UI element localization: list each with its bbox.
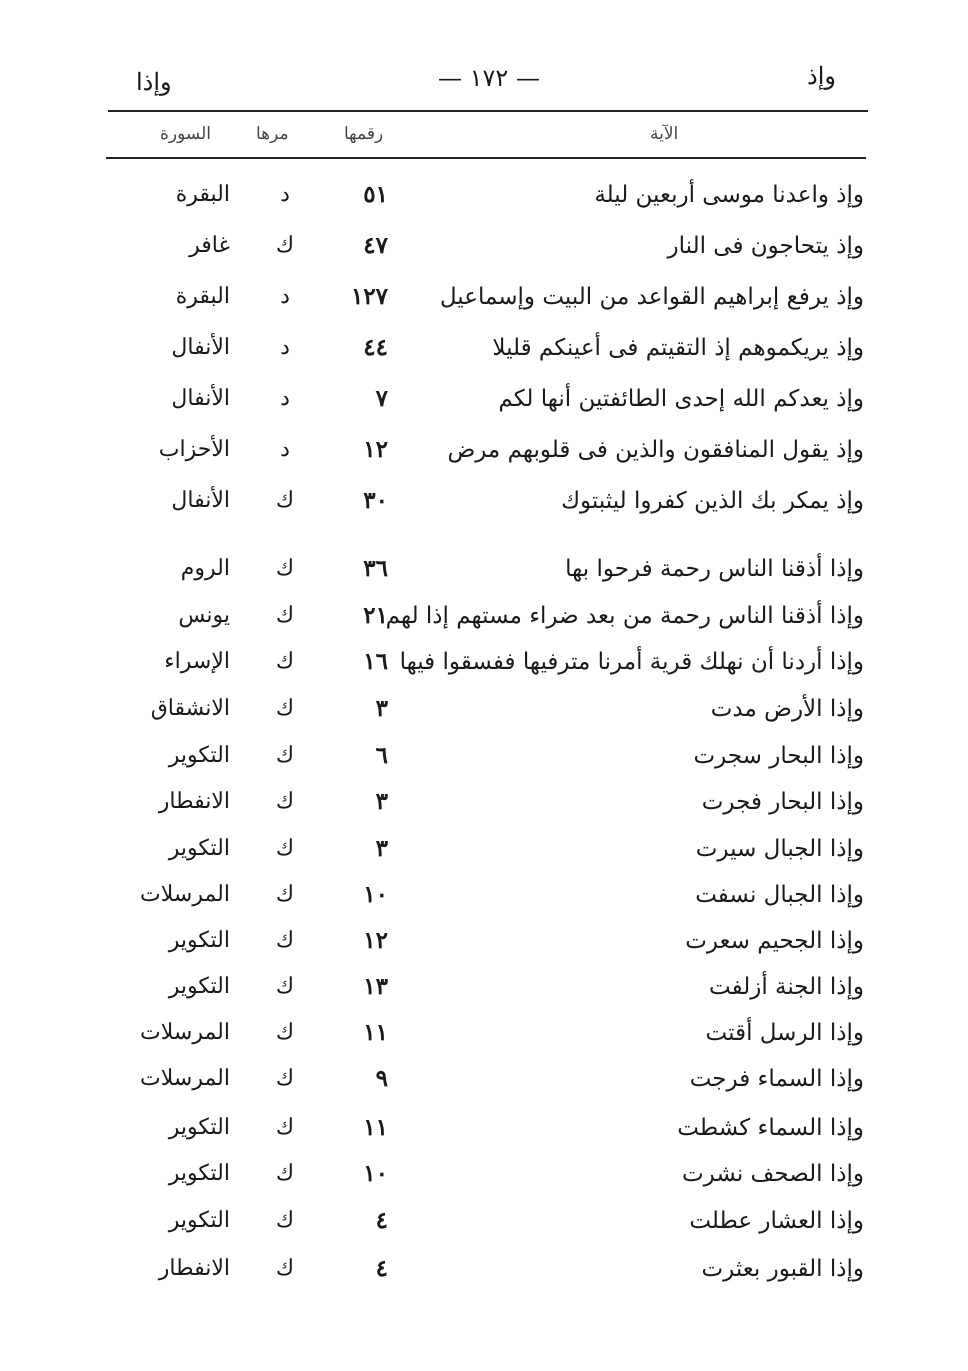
table-row — [0, 733, 968, 779]
aya-text: وإذا العشار عطلت — [689, 1208, 864, 1234]
sura-name: التكوير — [168, 974, 230, 999]
revelation-place: ك — [275, 743, 295, 768]
aya-number: ٣ — [375, 695, 388, 722]
aya-number: ٣٦ — [363, 555, 388, 582]
page-number: — ١٧٢ — — [438, 64, 540, 92]
sura-name: الانفطار — [158, 789, 230, 814]
table-row — [0, 427, 968, 473]
aya-text: وإذا الرسل أقتت — [705, 1020, 864, 1046]
aya-number: ١٢ — [363, 436, 388, 463]
table-row — [0, 593, 968, 639]
aya-text: وإذا البحار سجرت — [693, 743, 864, 769]
aya-text: وإذا الجحيم سعرت — [685, 928, 864, 954]
table-row — [0, 546, 968, 592]
running-head-right: وإذ — [807, 62, 836, 90]
sura-name: الأحزاب — [158, 437, 230, 462]
aya-number: ١١ — [363, 1019, 388, 1046]
aya-text: وإذ يمكر بك الذين كفروا ليثبتوك — [561, 488, 864, 514]
aya-text: وإذا أذقنا الناس رحمة من بعد ضراء مستهم إذا لهم — [385, 603, 864, 629]
aya-number: ٧ — [375, 385, 388, 412]
revelation-place: ك — [275, 974, 295, 999]
aya-number: ١٠ — [363, 881, 388, 908]
table-row — [0, 1198, 968, 1244]
sura-name: الإسراء — [164, 649, 230, 674]
revelation-place: ك — [275, 1208, 295, 1233]
revelation-place: د — [280, 437, 290, 462]
table-row — [0, 779, 968, 825]
column-header-number: رقمها — [344, 124, 384, 144]
sura-name: الأنفال — [171, 488, 230, 513]
sura-name: الأنفال — [171, 335, 230, 360]
column-header-sura: السورة — [160, 124, 211, 144]
aya-number: ١٢ — [363, 927, 388, 954]
revelation-place: د — [280, 182, 290, 207]
table-row — [0, 172, 968, 218]
revelation-place: ك — [275, 603, 295, 628]
aya-text: وإذ يريكموهم إذ التقيتم فى أعينكم قليلا — [492, 335, 864, 361]
revelation-place: د — [280, 386, 290, 411]
revelation-place: ك — [275, 696, 295, 721]
aya-text: وإذ يعدكم الله إحدى الطائفتين أنها لكم — [498, 386, 864, 412]
aya-text: وإذا البحار فجرت — [701, 789, 864, 815]
table-row — [0, 1056, 968, 1102]
aya-text: وإذا الجنة أزلفت — [709, 974, 864, 1000]
sura-name: المرسلات — [140, 1020, 230, 1045]
revelation-place: د — [280, 284, 290, 309]
aya-number: ٣ — [375, 788, 388, 815]
aya-text: وإذا الأرض مدت — [710, 696, 864, 722]
aya-number: ٣ — [375, 835, 388, 862]
aya-number: ٩ — [375, 1065, 388, 1092]
sura-name: التكوير — [168, 1161, 230, 1186]
aya-text: وإذا القبور بعثرت — [701, 1256, 864, 1282]
aya-text: وإذا الجبال نسفت — [695, 882, 864, 908]
table-row — [0, 918, 968, 964]
aya-number: ٤ — [375, 1255, 388, 1282]
table-row — [0, 1151, 968, 1197]
aya-number: ١٣ — [363, 973, 388, 1000]
aya-text: وإذ يرفع إبراهيم القواعد من البيت وإسماعيل — [439, 284, 864, 310]
aya-text: وإذا الجبال سيرت — [695, 836, 864, 862]
sura-name: الانفطار — [158, 1256, 230, 1281]
table-row — [0, 274, 968, 320]
sura-name: البقرة — [175, 284, 230, 309]
revelation-place: ك — [275, 1066, 295, 1091]
sura-name: يونس — [178, 603, 230, 628]
table-row — [0, 478, 968, 524]
revelation-place: ك — [275, 233, 295, 258]
aya-text: وإذ يقول المنافقون والذين فى قلوبهم مرض — [447, 437, 864, 463]
sura-name: البقرة — [175, 182, 230, 207]
aya-number: ١٦ — [363, 648, 388, 675]
table-row — [0, 639, 968, 685]
table-row — [0, 1105, 968, 1151]
sura-name: الأنفال — [171, 386, 230, 411]
table-row — [0, 826, 968, 872]
sura-name: التكوير — [168, 836, 230, 861]
revelation-place: ك — [275, 1020, 295, 1045]
table-row — [0, 1246, 968, 1292]
revelation-place: ك — [275, 1161, 295, 1186]
revelation-place: ك — [275, 488, 295, 513]
column-header-revelation: مرها — [256, 124, 289, 144]
aya-number: ٣٠ — [363, 487, 388, 514]
column-header-aya: الآية — [650, 124, 679, 144]
aya-number: ٢١ — [363, 602, 388, 629]
aya-text: وإذ يتحاجون فى النار — [667, 233, 864, 259]
table-row — [0, 223, 968, 269]
aya-number: ٤٧ — [363, 232, 388, 259]
sura-name: التكوير — [168, 1115, 230, 1140]
revelation-place: ك — [275, 556, 295, 581]
sura-name: المرسلات — [140, 1066, 230, 1091]
table-row — [0, 686, 968, 732]
aya-number: ١٠ — [363, 1160, 388, 1187]
sura-name: الانشقاق — [150, 696, 230, 721]
revelation-place: ك — [275, 1115, 295, 1140]
table-row — [0, 325, 968, 371]
aya-text: وإذا أردنا أن نهلك قرية أمرنا مترفيها ففسقوا فيها — [399, 649, 864, 675]
sura-name: الروم — [180, 556, 230, 581]
sura-name: غافر — [189, 233, 230, 258]
aya-number: ١١ — [363, 1114, 388, 1141]
table-row — [0, 964, 968, 1010]
running-head-left: وإذا — [136, 68, 172, 96]
revelation-place: ك — [275, 789, 295, 814]
sura-name: التكوير — [168, 743, 230, 768]
revelation-place: ك — [275, 836, 295, 861]
aya-text: وإذ واعدنا موسى أربعين ليلة — [594, 182, 864, 208]
aya-number: ٤ — [375, 1207, 388, 1234]
sura-name: التكوير — [168, 928, 230, 953]
revelation-place: ك — [275, 1256, 295, 1281]
aya-number: ٦ — [375, 742, 388, 769]
aya-number: ٥١ — [363, 181, 388, 208]
sura-name: التكوير — [168, 1208, 230, 1233]
revelation-place: ك — [275, 882, 295, 907]
table-row — [0, 872, 968, 918]
aya-text: وإذا السماء كشطت — [677, 1115, 864, 1141]
aya-number: ٤٤ — [363, 334, 388, 361]
aya-text: وإذا السماء فرجت — [689, 1066, 864, 1092]
table-row — [0, 1010, 968, 1056]
aya-text: وإذا الصحف نشرت — [681, 1161, 864, 1187]
table-row — [0, 376, 968, 422]
aya-number: ١٢٧ — [350, 283, 388, 310]
revelation-place: د — [280, 335, 290, 360]
sura-name: المرسلات — [140, 882, 230, 907]
revelation-place: ك — [275, 649, 295, 674]
revelation-place: ك — [275, 928, 295, 953]
aya-text: وإذا أذقنا الناس رحمة فرحوا بها — [565, 556, 864, 582]
